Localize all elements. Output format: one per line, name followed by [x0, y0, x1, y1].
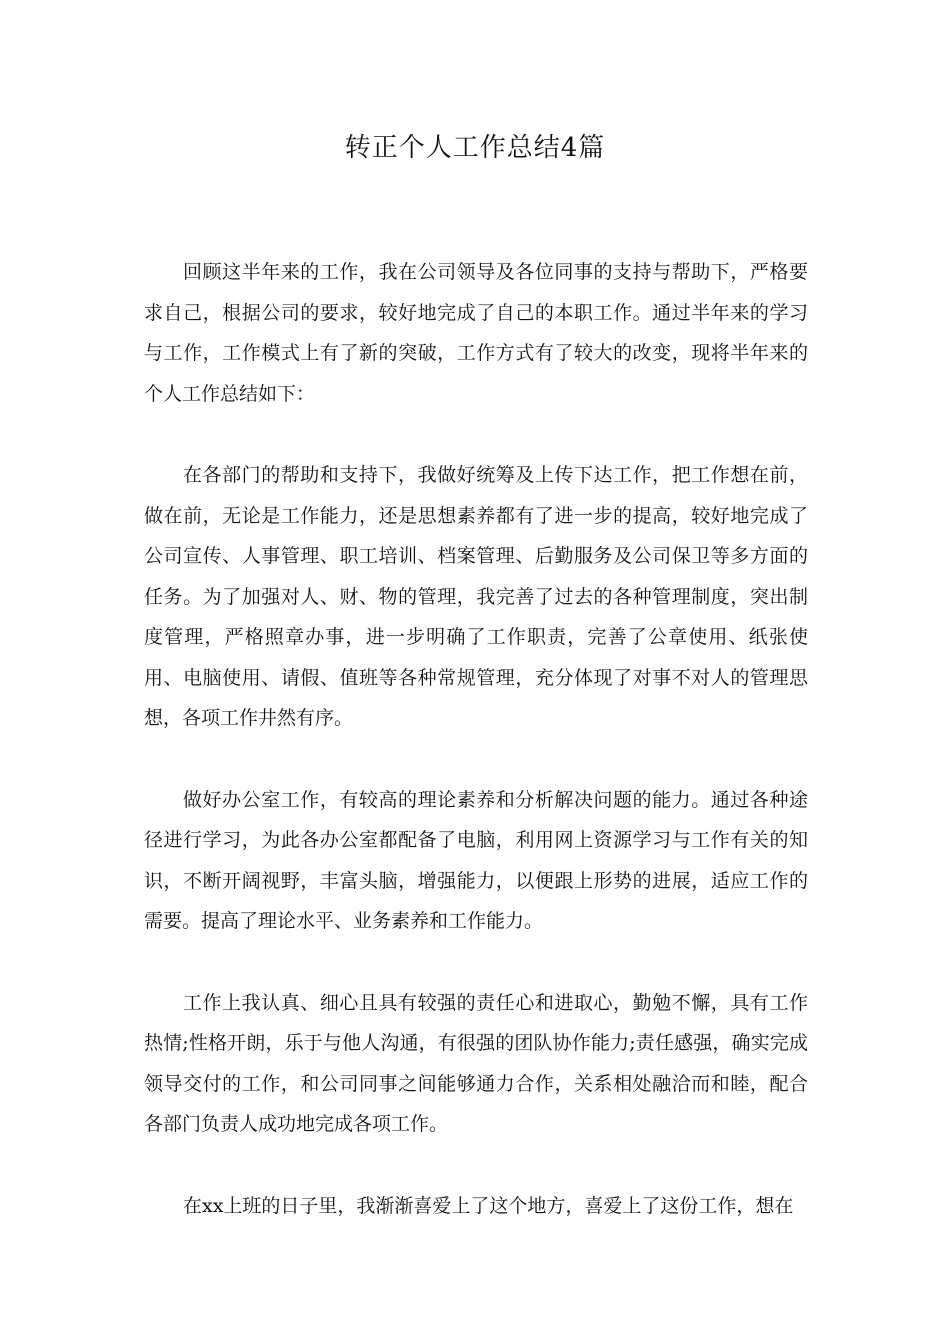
document-title: 转正个人工作总结4篇: [344, 133, 606, 163]
paragraph-4: 工作上我认真、细心且具有较强的责任心和进取心，勤勉不懈，具有工作热情;性格开朗，乐于与他人沟通，有很强的团队协作能力;责任感强，确实完成领导交付的工作，和公司同事之间能够通力合作，关系相处融洽而和睦，配合各部门负责人成功地完成各项工作。: [144, 991, 808, 1135]
paragraph-2: 在各部门的帮助和支持下，我做好统筹及上传下达工作，把工作想在前，做在前，无论是工作能力，还是思想素养都有了进一步的提高，较好地完成了公司宣传、人事管理、职工培训、档案管理、后勤服务及公司保卫等多方面的任务。为了加强对人、财、物的管理，我完善了过去的各种管理制度，突出制度管理，严格照章办事，进一步明确了工作职责，完善了公章使用、纸张使用、电脑使用、请假、值班等各种常规管理，充分体现了对事不对人的管理思想，各项工作井然有序。: [144, 464, 808, 729]
document-body: [144, 252, 808, 1267]
paragraph-3: 做好办公室工作，有较高的理论素养和分析解决问题的能力。通过各种途径进行学习，为此各办公室都配备了电脑，利用网上资源学习与工作有关的知识，不断开阔视野，丰富头脑，增强能力，以便跟上形势的进展，适应工作的需要。提高了理论水平、业务素养和工作能力。: [144, 788, 808, 932]
paragraph-5: 在xx上班的日子里，我渐渐喜爱上了这个地方，喜爱上了这份工作，想在: [183, 1194, 794, 1217]
paragraph-1: 回顾这半年来的工作，我在公司领导及各位同事的支持与帮助下，严格要求自己，根据公司的要求，较好地完成了自己的本职工作。通过半年来的学习与工作，工作模式上有了新的突破，工作方式有了较大的改变，现将半年来的个人工作总结如下：: [144, 261, 808, 405]
